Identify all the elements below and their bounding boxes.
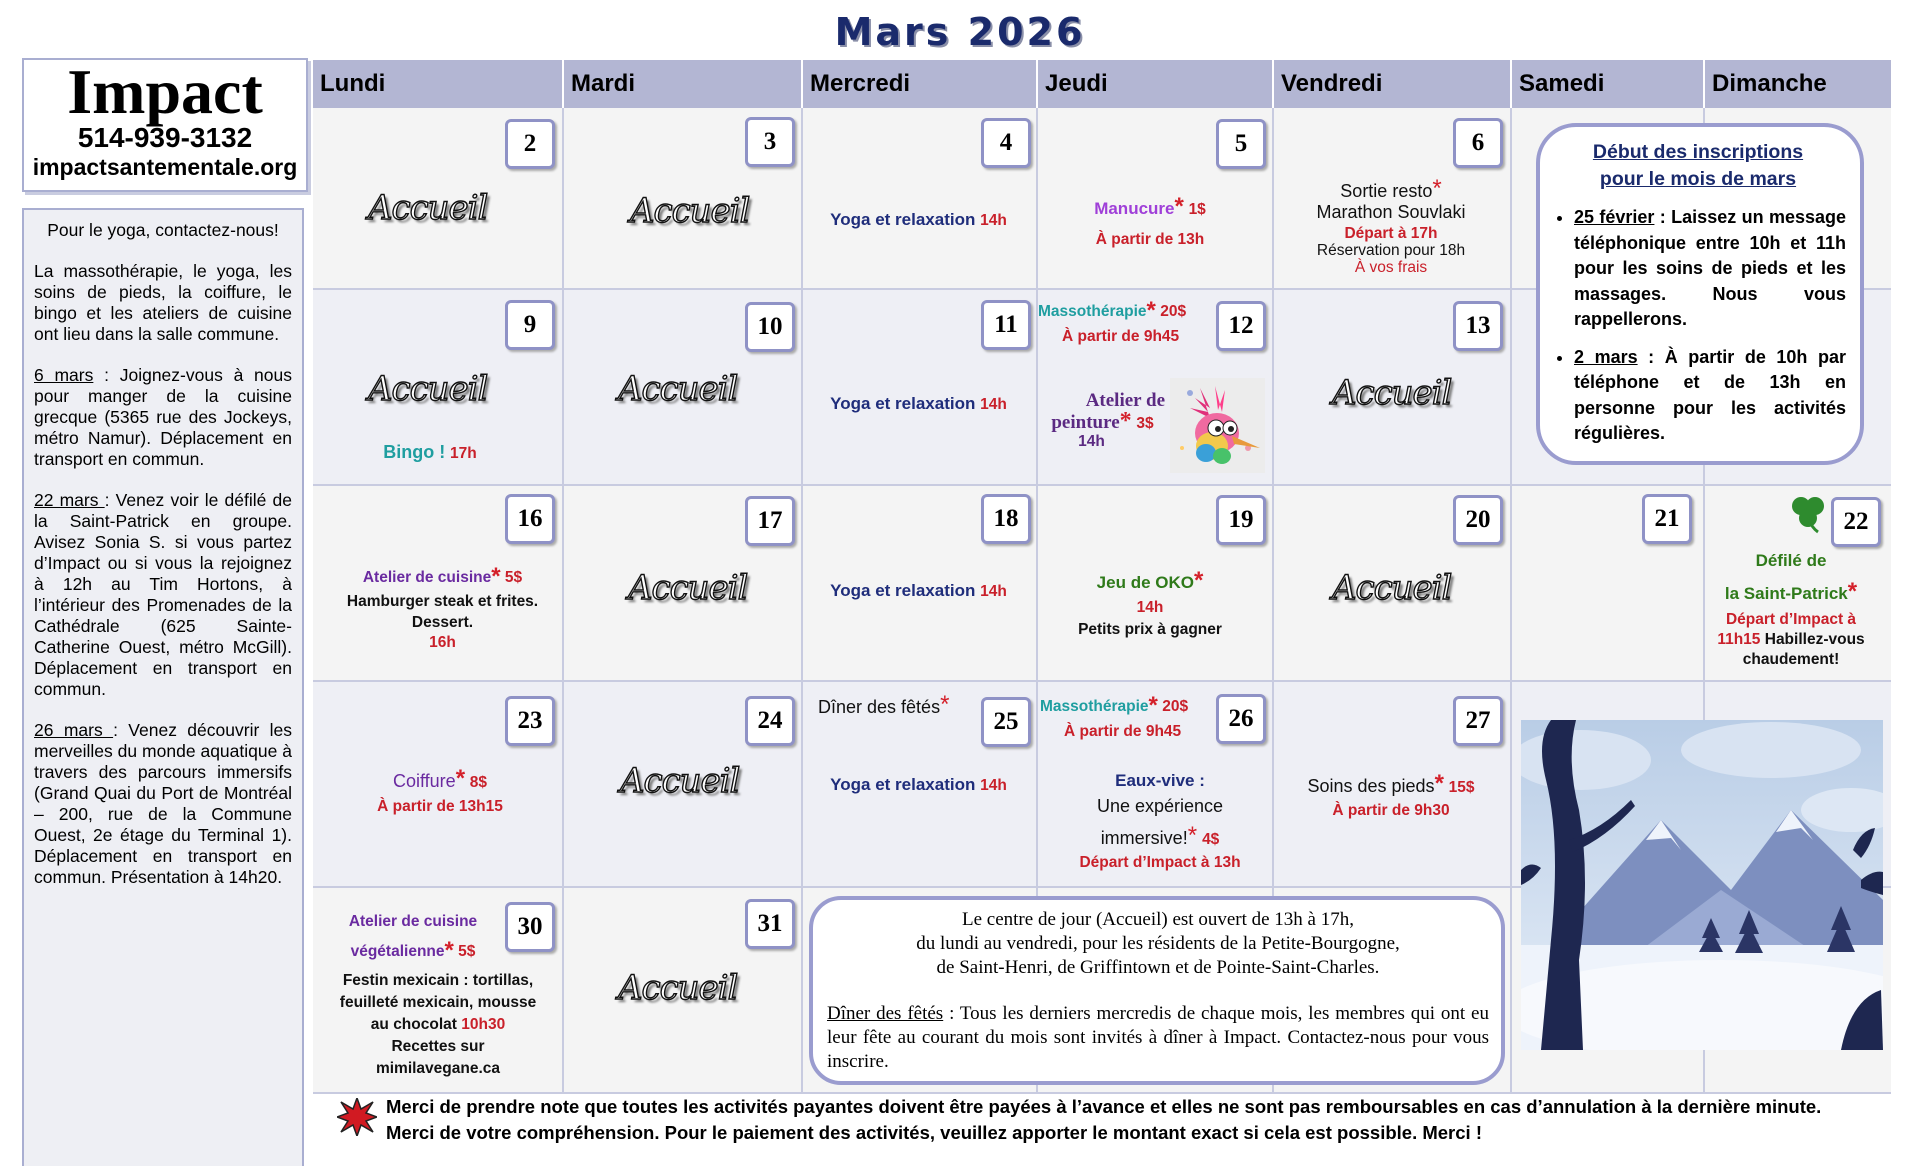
weekday-header: Dimanche: [1705, 60, 1891, 108]
star-icon: *: [1146, 297, 1156, 324]
peinture-line1: Atelier de: [1085, 390, 1165, 411]
yoga-time: 14h: [980, 583, 1007, 600]
notice-item1-date: 25 février: [1574, 207, 1655, 227]
eaux-line3: immersive!: [1100, 828, 1188, 848]
notice-item: [1574, 205, 1846, 333]
info-line3: de Saint-Henri, de Griffintown et de Pointe-Saint-Charles.: [936, 957, 1380, 978]
accueil-label: Accueil: [618, 968, 738, 1008]
day-number: 16: [505, 494, 555, 544]
yoga-contact: Pour le yoga, contactez-nous!: [47, 220, 279, 240]
eaux-line1: Eaux-vive :: [1115, 771, 1205, 790]
notice-item: [1574, 345, 1846, 447]
eaux-line2: Une expérience: [1096, 796, 1224, 816]
vege-line1: Atelier de cuisine: [348, 913, 478, 930]
info-diner: [827, 1002, 1489, 1074]
vege-menu5: mimilavegane.ca: [375, 1060, 501, 1077]
info-diner-text: : Tous les derniers mercredis de chaque mois, les membres qui ont eu leur fête au courant du mois sont invités à dîner à Impact. Contactez-nous pour vous inscrire.: [827, 1003, 1489, 1072]
registration-notice: [1536, 123, 1864, 465]
peinture-line2: peinture: [1051, 412, 1120, 433]
day-number: 30: [505, 902, 555, 952]
info-line2: du lundi au vendredi, pour les résidents de la Petite-Bourgogne,: [916, 933, 1400, 954]
bingo-label: Bingo !: [383, 442, 446, 462]
pieds-label: Soins des pieds: [1307, 776, 1435, 796]
bingo-time: 17h: [450, 445, 477, 462]
weekday-header: Jeudi: [1038, 60, 1274, 108]
footer-note: [386, 1094, 1906, 1146]
coiffure-label: Coiffure: [392, 771, 456, 791]
notice-item2-text: : À partir de 10h par téléphone et de 13h en personne pour les activités régulières.: [1574, 346, 1847, 443]
accueil-label: Accueil: [628, 568, 748, 608]
coiffure-time: À partir de 13h15: [377, 798, 503, 815]
day-number: 24: [745, 696, 795, 746]
yoga-time: 14h: [980, 777, 1007, 794]
pieds-price: 15$: [1448, 779, 1475, 796]
masso-time: À partir de 9h45: [1062, 328, 1180, 345]
yoga-time: 14h: [980, 212, 1007, 229]
mar22-date: 22 mars: [34, 490, 105, 510]
resto-event: [1276, 175, 1506, 276]
day-number: 3: [745, 117, 795, 167]
vege-time: 10h30: [461, 1016, 506, 1033]
vege-menu1: Festin mexicain : tortillas,: [342, 972, 534, 989]
defile-time: 11h15: [1717, 631, 1761, 648]
yoga-label: Yoga et relaxation: [830, 210, 976, 229]
peinture-event: [1040, 390, 1165, 449]
accueil-label: Accueil: [1332, 568, 1452, 608]
notice-item1-text: : Laissez un message téléphonique entre 10h et 11h pour les soins de pieds et les massages. Nous vous rappellerons.: [1574, 207, 1846, 329]
mar22-text: : Venez voir le défilé de la Saint-Patrick en groupe. Avisez Sonia S. si vous partez d’Impact ou si vous la rejoignez à 12h au Tim Hortons, à l’intérieur des Promenades de la Cathédrale (625 Sainte-Catherine Ouest, métro McGill). Déplacement en transport en commun.: [34, 490, 292, 699]
vege-event: [318, 912, 508, 931]
day-number: 11: [981, 300, 1031, 350]
vege-price: 5$: [458, 943, 476, 960]
info-line1: Le centre de jour (Accueil) est ouvert de 13h à 17h,: [962, 909, 1354, 930]
vege-menu: [318, 970, 558, 1080]
day-number: 21: [1642, 494, 1692, 544]
day-number: 26: [1216, 694, 1266, 744]
manucure-price: 1$: [1188, 201, 1206, 218]
star-icon: *: [1847, 578, 1858, 605]
pieds-time: À partir de 9h30: [1332, 802, 1450, 819]
day-number: 5: [1216, 119, 1266, 169]
vege-line2: végétalienne: [350, 943, 445, 960]
day-number: 27: [1453, 696, 1503, 746]
star-icon: *: [1119, 408, 1132, 434]
day-number: 4: [981, 118, 1031, 168]
masso-label: Massothérapie: [1038, 303, 1147, 320]
defile-habillez: Habillez-vous: [1760, 631, 1865, 648]
day-number: 19: [1216, 495, 1266, 545]
mar6-date: 6 mars: [34, 365, 94, 385]
masso-time: À partir de 9h45: [1064, 723, 1182, 740]
accueil-label: Accueil: [368, 369, 488, 409]
vege-menu2: feuilleté mexicain, mousse: [339, 994, 537, 1011]
accueil-label: Accueil: [618, 369, 738, 409]
yoga-event: [806, 580, 1031, 602]
accueil-label: Accueil: [620, 761, 740, 801]
resto-depart: Départ à 17h: [1344, 225, 1438, 242]
cuisine-time: 16h: [429, 634, 456, 651]
manucure-label: Manucure: [1094, 199, 1175, 218]
accueil-label: Accueil: [630, 191, 750, 231]
bird-painting-image: [1170, 378, 1265, 473]
accueil-label: Accueil: [1332, 373, 1452, 413]
oko-event: [1040, 567, 1260, 639]
masso-price: 20$: [1162, 698, 1189, 715]
star-icon: *: [491, 563, 501, 590]
sidebar-mar26: [34, 720, 292, 888]
star-icon: *: [1434, 770, 1444, 797]
vege-event-2: [318, 937, 508, 964]
oko-time: 14h: [1136, 599, 1164, 616]
yoga-event: [806, 393, 1031, 415]
day-number: 13: [1453, 301, 1503, 351]
resto-line2: Marathon Souvlaki: [1316, 202, 1466, 222]
mar26-date: 26 mars: [34, 720, 114, 740]
vege-menu4: Recettes sur: [391, 1038, 485, 1055]
diner-label: Dîner des fêtés: [818, 697, 941, 717]
cuisine-price: 5$: [504, 569, 523, 586]
day-number: 6: [1453, 118, 1503, 168]
cuisine-menu1: Hamburger steak et frites.: [346, 593, 539, 610]
weekday-header: Vendredi: [1274, 60, 1512, 108]
mar6-text: : Joignez-vous à nous pour manger de la cuisine grecque (5365 rue des Jockeys, métro Namur). Déplacement en transport en commun.: [34, 365, 293, 469]
oko-label: Jeu de OKO: [1096, 573, 1194, 592]
vege-menu3: au chocolat: [370, 1016, 457, 1033]
weekday-header: Samedi: [1512, 60, 1705, 108]
weekday-header: Lundi: [313, 60, 564, 108]
peinture-time: 14h: [1078, 433, 1105, 450]
pieds-event: [1276, 770, 1506, 820]
brand-name: Impact: [67, 56, 263, 127]
notice-item2-date: 2 mars: [1574, 346, 1638, 367]
coiffure-price: 8$: [469, 774, 488, 791]
accueil-info-box: [809, 896, 1505, 1085]
yoga-time: 14h: [980, 396, 1007, 413]
footer-line1: Merci de prendre note que toutes les activités payantes doivent être payées à l’avance et elles ne sont pas remboursables en cas d’annulation à la dernière minute.: [386, 1096, 1822, 1117]
footer-line2: Merci de votre compréhension. Pour le paiement des activités, veuillez apporter le montant exact si cela est possible. Merci !: [386, 1122, 1482, 1143]
brand-box: [22, 58, 308, 192]
defile-line2: la Saint-Patrick: [1724, 584, 1848, 603]
page-title: Mars 2026: [834, 10, 1086, 54]
winter-landscape-image: [1521, 720, 1883, 1050]
star-icon: *: [1193, 567, 1204, 594]
sidebar-mar6: [34, 365, 292, 470]
masso-event: [1038, 297, 1218, 346]
yoga-label: Yoga et relaxation: [830, 581, 976, 600]
cuisine-label: Atelier de cuisine: [362, 569, 492, 586]
eaux-depart: Départ d’Impact à 13h: [1079, 854, 1241, 871]
manucure-event: [1040, 193, 1260, 249]
cuisine-event: [325, 563, 560, 653]
day-number: 31: [745, 899, 795, 949]
day-number: 22: [1831, 497, 1881, 547]
star-icon: *: [455, 765, 466, 792]
resto-line1: Sortie resto: [1340, 181, 1433, 201]
masso-label: Massothérapie: [1040, 698, 1149, 715]
star-icon: *: [1174, 193, 1184, 220]
defile-line1: Défilé de: [1755, 551, 1827, 570]
day-number: 10: [745, 302, 795, 352]
star-icon: *: [1187, 822, 1198, 849]
info-diner-label: Dîner des fêtés: [827, 1003, 944, 1024]
bingo-event: [330, 441, 530, 464]
star-icon: *: [940, 691, 950, 718]
eaux-price: 4$: [1202, 831, 1220, 848]
coiffure-event: [330, 765, 550, 816]
day-number: 2: [505, 119, 555, 169]
day-number: 18: [981, 494, 1031, 544]
day-number: 9: [505, 300, 555, 350]
resto-reservation: Réservation pour 18h: [1316, 242, 1466, 259]
peinture-price: 3$: [1136, 415, 1154, 432]
defile-chaud: chaudement!: [1742, 651, 1840, 668]
yoga-event: [806, 209, 1031, 231]
notice-title-1: Début des inscriptions: [1592, 141, 1804, 163]
manucure-time: À partir de 13h: [1095, 231, 1205, 248]
yoga-event: [806, 774, 1031, 796]
eaux-event: [1040, 770, 1280, 872]
sidebar-info: La massothérapie, le yoga, les soins de pieds, la coiffure, le bingo et les ateliers de cuisine ont lieu dans la salle commune.: [34, 261, 292, 344]
day-number: 25: [981, 697, 1031, 747]
star-icon: *: [444, 937, 454, 964]
notice-title-2: pour le mois de mars: [1599, 168, 1797, 190]
notice-list: [1550, 205, 1846, 447]
day-number: 12: [1216, 301, 1266, 351]
oko-prix: Petits prix à gagner: [1078, 621, 1222, 638]
day-number: 17: [745, 496, 795, 546]
weekday-header: Mercredi: [803, 60, 1038, 108]
brand-website: impactsantementale.org: [32, 154, 298, 180]
day-number: 23: [505, 696, 555, 746]
burst-star-icon: [337, 1098, 377, 1136]
mar26-text: : Venez découvrir les merveilles du monde aquatique à travers des parcours immersifs (Grand Quai du Port de Montréal – 200, rue de la Commune Ouest, 2e étage du Terminal 1). Déplacement en transport en commun. Présentation à 14h20.: [34, 720, 293, 887]
masso-price: 20$: [1160, 303, 1187, 320]
yoga-label: Yoga et relaxation: [830, 394, 976, 413]
resto-frais: À vos frais: [1354, 259, 1428, 276]
cuisine-menu2: Dessert.: [411, 614, 474, 631]
day-number: 20: [1453, 495, 1503, 545]
yoga-label: Yoga et relaxation: [830, 775, 976, 794]
sidebar-mar22: [34, 490, 292, 700]
sidebar: [22, 208, 304, 1166]
star-icon: *: [1148, 692, 1158, 719]
accueil-label: Accueil: [368, 188, 488, 228]
brand-phone: 514-939-3132: [77, 122, 253, 153]
diner-event: [818, 691, 978, 718]
star-icon: *: [1432, 175, 1442, 202]
weekday-header: Mardi: [564, 60, 803, 108]
defile-event: [1706, 550, 1876, 670]
defile-depart: Départ d’Impact à: [1725, 611, 1857, 628]
masso-event: [1040, 692, 1220, 741]
shamrock-icon: [1786, 494, 1830, 534]
